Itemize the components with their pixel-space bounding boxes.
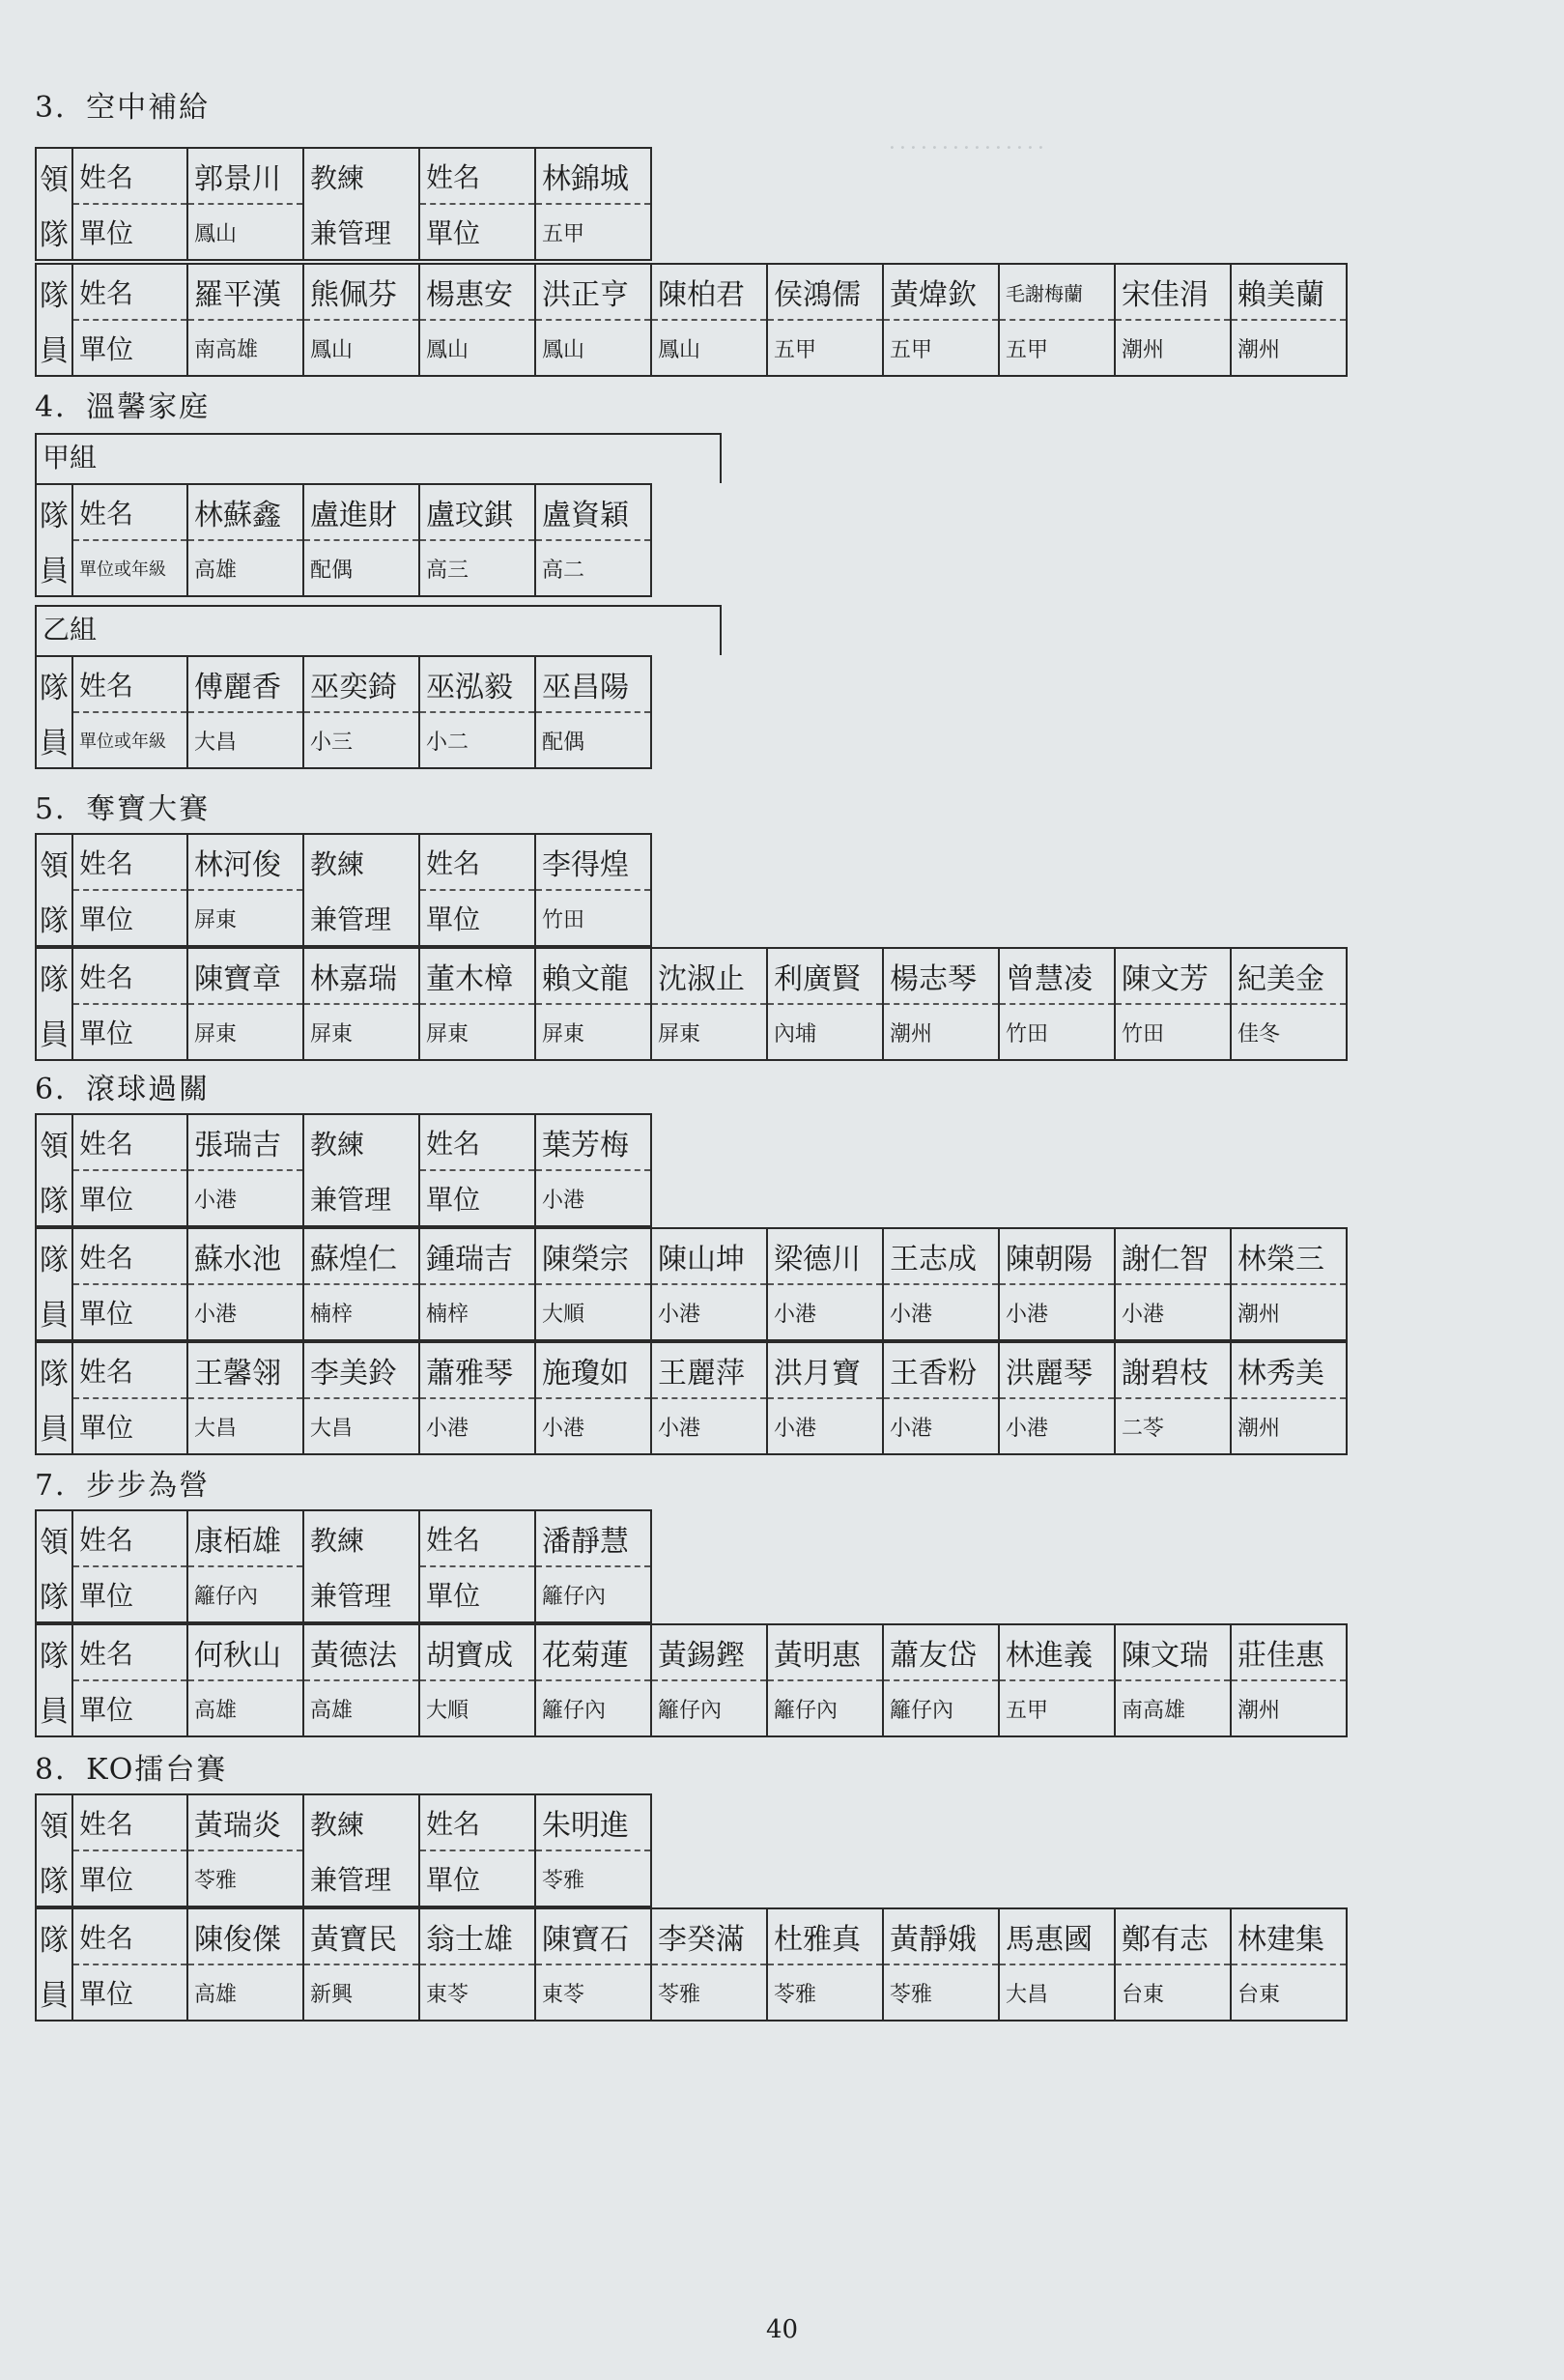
member-name: 王志成 — [883, 1228, 999, 1284]
member-name: 黃明惠 — [767, 1624, 883, 1680]
member-unit: 大順 — [419, 1680, 535, 1736]
leader-unit: 屏東 — [187, 890, 303, 946]
unit-label: 單位或年級 — [72, 540, 187, 596]
member-table — [35, 1907, 1348, 2022]
leader-side-label: 領 — [36, 148, 72, 204]
member-name: 何秋山 — [187, 1624, 303, 1680]
leader-side-label: 領 — [36, 1794, 72, 1850]
member-side-label: 員 — [36, 712, 72, 768]
member-unit: 屏東 — [651, 1004, 767, 1060]
member-name: 侯鴻儒 — [767, 264, 883, 320]
leader-name: 康栢雄 — [187, 1510, 303, 1566]
unit-label: 單位 — [72, 890, 187, 946]
member-name: 陳俊傑 — [187, 1908, 303, 1964]
member-unit: 小港 — [535, 1398, 651, 1454]
member-side-label: 員 — [36, 1398, 72, 1454]
member-unit: 苓雅 — [651, 1964, 767, 2021]
name-label: 姓名 — [72, 656, 187, 712]
member-table — [35, 947, 1348, 1061]
member-name: 楊惠安 — [419, 264, 535, 320]
member-unit: 鳳山 — [419, 320, 535, 376]
name-label: 姓名 — [72, 834, 187, 890]
name-label: 姓名 — [72, 948, 187, 1004]
member-unit: 小港 — [1115, 1284, 1231, 1340]
coach-unit: 五甲 — [535, 204, 651, 260]
leader-table — [35, 1793, 652, 1907]
coach-name: 林錦城 — [535, 148, 651, 204]
member-unit: 小港 — [651, 1284, 767, 1340]
member-unit: 大昌 — [187, 712, 303, 768]
leader-side-label: 隊 — [36, 1170, 72, 1226]
page-number: 40 — [765, 2315, 799, 2344]
member-name: 鄭有志 — [1115, 1908, 1231, 1964]
member-name: 董木樟 — [419, 948, 535, 1004]
member-unit: 小三 — [303, 712, 419, 768]
member-unit: 新興 — [303, 1964, 419, 2021]
name-label: 姓名 — [419, 1114, 535, 1170]
unit-label: 單位 — [419, 204, 535, 260]
manager-label: 兼管理 — [303, 204, 419, 260]
member-unit: 台東 — [1115, 1964, 1231, 2021]
member-name: 林秀美 — [1231, 1342, 1347, 1398]
member-unit: 五甲 — [999, 1680, 1115, 1736]
member-name: 黃靜娥 — [883, 1908, 999, 1964]
unit-label: 單位 — [72, 1850, 187, 1907]
member-name: 洪正亨 — [535, 264, 651, 320]
name-label: 姓名 — [72, 148, 187, 204]
member-unit: 潮州 — [1231, 1398, 1347, 1454]
member-name: 蕭友岱 — [883, 1624, 999, 1680]
leader-side-label: 隊 — [36, 204, 72, 260]
unit-label: 單位 — [72, 1284, 187, 1340]
member-unit: 配偶 — [303, 540, 419, 596]
member-name: 林建集 — [1231, 1908, 1347, 1964]
member-side-label: 員 — [36, 1004, 72, 1060]
member-unit: 五甲 — [999, 320, 1115, 376]
member-unit: 苓雅 — [883, 1964, 999, 2021]
member-unit: 楠梓 — [419, 1284, 535, 1340]
member-name: 林嘉瑞 — [303, 948, 419, 1004]
unit-label: 單位 — [72, 1398, 187, 1454]
member-name: 洪月寶 — [767, 1342, 883, 1398]
leader-name: 郭景川 — [187, 148, 303, 204]
leader-table — [35, 1509, 652, 1623]
member-unit: 東苓 — [535, 1964, 651, 2021]
coach-label: 教練 — [303, 834, 419, 890]
name-label: 姓名 — [72, 1794, 187, 1850]
member-name: 謝仁智 — [1115, 1228, 1231, 1284]
unit-label: 單位 — [72, 1170, 187, 1226]
member-unit: 五甲 — [883, 320, 999, 376]
member-side-label: 隊 — [36, 656, 72, 712]
coach-unit: 苓雅 — [535, 1850, 651, 1907]
member-unit: 南高雄 — [1115, 1680, 1231, 1736]
member-name: 王香粉 — [883, 1342, 999, 1398]
member-name: 王麗萍 — [651, 1342, 767, 1398]
name-label: 姓名 — [72, 1908, 187, 1964]
member-unit: 籬仔內 — [767, 1680, 883, 1736]
member-unit: 小港 — [883, 1284, 999, 1340]
member-unit: 高三 — [419, 540, 535, 596]
unit-label: 單位 — [419, 1170, 535, 1226]
name-label: 姓名 — [72, 1228, 187, 1284]
name-label: 姓名 — [419, 834, 535, 890]
family-group-table — [35, 483, 652, 597]
member-unit: 竹田 — [999, 1004, 1115, 1060]
member-name: 莊佳惠 — [1231, 1624, 1347, 1680]
member-name: 陳朝陽 — [999, 1228, 1115, 1284]
group-label: 甲組 — [35, 433, 722, 483]
leader-side-label: 領 — [36, 1510, 72, 1566]
member-table — [35, 1623, 1348, 1737]
member-unit: 大昌 — [999, 1964, 1115, 2021]
member-name: 林蘇鑫 — [187, 484, 303, 540]
member-side-label: 隊 — [36, 1342, 72, 1398]
member-name: 蕭雅琴 — [419, 1342, 535, 1398]
member-unit: 二苓 — [1115, 1398, 1231, 1454]
member-name: 盧進財 — [303, 484, 419, 540]
member-name: 林榮三 — [1231, 1228, 1347, 1284]
leader-side-label: 隊 — [36, 890, 72, 946]
member-unit: 東苓 — [419, 1964, 535, 2021]
member-unit: 小港 — [419, 1398, 535, 1454]
member-unit: 五甲 — [767, 320, 883, 376]
section-title: 7．步步為營 — [35, 1469, 211, 1503]
member-name: 羅平漢 — [187, 264, 303, 320]
leader-unit: 籬仔內 — [187, 1566, 303, 1622]
manager-label: 兼管理 — [303, 1850, 419, 1907]
member-unit: 小港 — [767, 1284, 883, 1340]
member-unit: 鳳山 — [651, 320, 767, 376]
family-group-table — [35, 655, 652, 769]
coach-name: 李得煌 — [535, 834, 651, 890]
member-unit: 佳冬 — [1231, 1004, 1347, 1060]
member-name: 巫奕錡 — [303, 656, 419, 712]
member-name: 毛謝梅蘭 — [999, 264, 1115, 320]
unit-label: 單位 — [72, 1964, 187, 2021]
member-unit: 南高雄 — [187, 320, 303, 376]
unit-label: 單位 — [419, 1566, 535, 1622]
member-name: 巫昌陽 — [535, 656, 651, 712]
member-name: 花菊蓮 — [535, 1624, 651, 1680]
member-name: 李癸滿 — [651, 1908, 767, 1964]
leader-name: 黃瑞炎 — [187, 1794, 303, 1850]
member-side-label: 員 — [36, 1964, 72, 2021]
member-name: 林進義 — [999, 1624, 1115, 1680]
leader-table — [35, 1113, 652, 1227]
member-side-label: 隊 — [36, 1624, 72, 1680]
member-unit: 高雄 — [187, 540, 303, 596]
unit-label: 單位 — [419, 890, 535, 946]
member-unit: 配偶 — [535, 712, 651, 768]
unit-label: 單位 — [419, 1850, 535, 1907]
member-name: 陳寶章 — [187, 948, 303, 1004]
name-label: 姓名 — [419, 148, 535, 204]
section-title: 5．奪寶大賽 — [35, 792, 211, 826]
member-name: 胡寶成 — [419, 1624, 535, 1680]
member-name: 馬惠國 — [999, 1908, 1115, 1964]
member-unit: 鳳山 — [535, 320, 651, 376]
member-name: 利廣賢 — [767, 948, 883, 1004]
member-name: 鍾瑞吉 — [419, 1228, 535, 1284]
member-unit: 潮州 — [1231, 1284, 1347, 1340]
member-unit: 小港 — [999, 1398, 1115, 1454]
member-unit: 潮州 — [883, 1004, 999, 1060]
member-unit: 內埔 — [767, 1004, 883, 1060]
leader-side-label: 領 — [36, 834, 72, 890]
member-name: 陳文瑞 — [1115, 1624, 1231, 1680]
member-name: 賴文龍 — [535, 948, 651, 1004]
member-name: 楊志琴 — [883, 948, 999, 1004]
coach-unit: 小港 — [535, 1170, 651, 1226]
member-name: 王馨翎 — [187, 1342, 303, 1398]
member-unit: 大昌 — [303, 1398, 419, 1454]
member-side-label: 隊 — [36, 484, 72, 540]
member-name: 陳柏君 — [651, 264, 767, 320]
member-name: 陳山坤 — [651, 1228, 767, 1284]
member-unit: 大昌 — [187, 1398, 303, 1454]
member-side-label: 員 — [36, 1680, 72, 1736]
leader-unit: 鳳山 — [187, 204, 303, 260]
coach-name: 朱明進 — [535, 1794, 651, 1850]
member-name: 傅麗香 — [187, 656, 303, 712]
member-side-label: 隊 — [36, 264, 72, 320]
member-name: 翁士雄 — [419, 1908, 535, 1964]
member-unit: 竹田 — [1115, 1004, 1231, 1060]
section-title: 8．KO擂台賽 — [35, 1753, 228, 1787]
coach-name: 葉芳梅 — [535, 1114, 651, 1170]
member-unit: 屏東 — [187, 1004, 303, 1060]
member-name: 宋佳涓 — [1115, 264, 1231, 320]
leader-unit: 小港 — [187, 1170, 303, 1226]
manager-label: 兼管理 — [303, 1566, 419, 1622]
manager-label: 兼管理 — [303, 890, 419, 946]
member-unit: 苓雅 — [767, 1964, 883, 2021]
coach-unit: 竹田 — [535, 890, 651, 946]
name-label: 姓名 — [419, 1510, 535, 1566]
member-unit: 高雄 — [187, 1964, 303, 2021]
member-name: 黃錫鏗 — [651, 1624, 767, 1680]
leader-unit: 苓雅 — [187, 1850, 303, 1907]
member-unit: 屏東 — [419, 1004, 535, 1060]
member-unit: 大順 — [535, 1284, 651, 1340]
leader-name: 張瑞吉 — [187, 1114, 303, 1170]
member-unit: 小港 — [999, 1284, 1115, 1340]
leader-table — [35, 147, 652, 261]
coach-label: 教練 — [303, 148, 419, 204]
section-title: 3．空中補給 — [35, 91, 211, 125]
leader-side-label: 隊 — [36, 1566, 72, 1622]
member-name: 賴美蘭 — [1231, 264, 1347, 320]
member-name: 巫泓毅 — [419, 656, 535, 712]
member-unit: 小港 — [651, 1398, 767, 1454]
unit-label: 單位 — [72, 1680, 187, 1736]
member-name: 陳文芳 — [1115, 948, 1231, 1004]
member-unit: 潮州 — [1231, 1680, 1347, 1736]
member-unit: 籬仔內 — [651, 1680, 767, 1736]
member-name: 梁德川 — [767, 1228, 883, 1284]
section-title: 4．溫馨家庭 — [35, 390, 211, 424]
member-unit: 鳳山 — [303, 320, 419, 376]
member-unit: 潮州 — [1231, 320, 1347, 376]
name-label: 姓名 — [72, 1510, 187, 1566]
member-name: 陳寶石 — [535, 1908, 651, 1964]
member-name: 杜雅真 — [767, 1908, 883, 1964]
member-unit: 高二 — [535, 540, 651, 596]
leader-table — [35, 833, 652, 947]
member-side-label: 員 — [36, 1284, 72, 1340]
name-label: 姓名 — [419, 1794, 535, 1850]
member-name: 黃煒欽 — [883, 264, 999, 320]
coach-label: 教練 — [303, 1794, 419, 1850]
member-name: 盧玟錤 — [419, 484, 535, 540]
unit-label: 單位或年級 — [72, 712, 187, 768]
member-side-label: 員 — [36, 540, 72, 596]
unit-label: 單位 — [72, 320, 187, 376]
member-name: 施瓊如 — [535, 1342, 651, 1398]
member-name: 沈淑止 — [651, 948, 767, 1004]
member-side-label: 隊 — [36, 948, 72, 1004]
member-name: 曾慧凌 — [999, 948, 1115, 1004]
member-unit: 籬仔內 — [535, 1680, 651, 1736]
member-unit: 小二 — [419, 712, 535, 768]
member-unit: 台東 — [1231, 1964, 1347, 2021]
unit-label: 單位 — [72, 204, 187, 260]
manager-label: 兼管理 — [303, 1170, 419, 1226]
name-label: 姓名 — [72, 1342, 187, 1398]
name-label: 姓名 — [72, 264, 187, 320]
section-title: 6．滾球過關 — [35, 1073, 211, 1106]
leader-side-label: 領 — [36, 1114, 72, 1170]
leader-name: 林河俊 — [187, 834, 303, 890]
member-unit: 小港 — [187, 1284, 303, 1340]
member-unit: 屏東 — [303, 1004, 419, 1060]
member-unit: 高雄 — [187, 1680, 303, 1736]
unit-label: 單位 — [72, 1004, 187, 1060]
member-name: 盧資穎 — [535, 484, 651, 540]
name-label: 姓名 — [72, 1624, 187, 1680]
coach-unit: 籬仔內 — [535, 1566, 651, 1622]
member-unit: 屏東 — [535, 1004, 651, 1060]
member-name: 謝碧枝 — [1115, 1342, 1231, 1398]
member-name: 李美鈴 — [303, 1342, 419, 1398]
member-unit: 潮州 — [1115, 320, 1231, 376]
member-unit: 高雄 — [303, 1680, 419, 1736]
member-table — [35, 1341, 1348, 1455]
member-name: 洪麗琴 — [999, 1342, 1115, 1398]
member-name: 黃寶民 — [303, 1908, 419, 1964]
member-name: 蘇水池 — [187, 1228, 303, 1284]
member-side-label: 員 — [36, 320, 72, 376]
leader-side-label: 隊 — [36, 1850, 72, 1907]
coach-label: 教練 — [303, 1510, 419, 1566]
coach-label: 教練 — [303, 1114, 419, 1170]
member-name: 陳榮宗 — [535, 1228, 651, 1284]
member-unit: 籬仔內 — [883, 1680, 999, 1736]
member-name: 熊佩芬 — [303, 264, 419, 320]
group-label: 乙組 — [35, 605, 722, 655]
member-name: 蘇煌仁 — [303, 1228, 419, 1284]
name-label: 姓名 — [72, 1114, 187, 1170]
member-side-label: 隊 — [36, 1908, 72, 1964]
member-table — [35, 1227, 1348, 1341]
member-name: 紀美金 — [1231, 948, 1347, 1004]
name-label: 姓名 — [72, 484, 187, 540]
member-unit: 楠梓 — [303, 1284, 419, 1340]
coach-name: 潘靜慧 — [535, 1510, 651, 1566]
member-unit: 小港 — [883, 1398, 999, 1454]
member-side-label: 隊 — [36, 1228, 72, 1284]
member-unit: 小港 — [767, 1398, 883, 1454]
member-name: 黃德法 — [303, 1624, 419, 1680]
member-table — [35, 263, 1348, 377]
unit-label: 單位 — [72, 1566, 187, 1622]
